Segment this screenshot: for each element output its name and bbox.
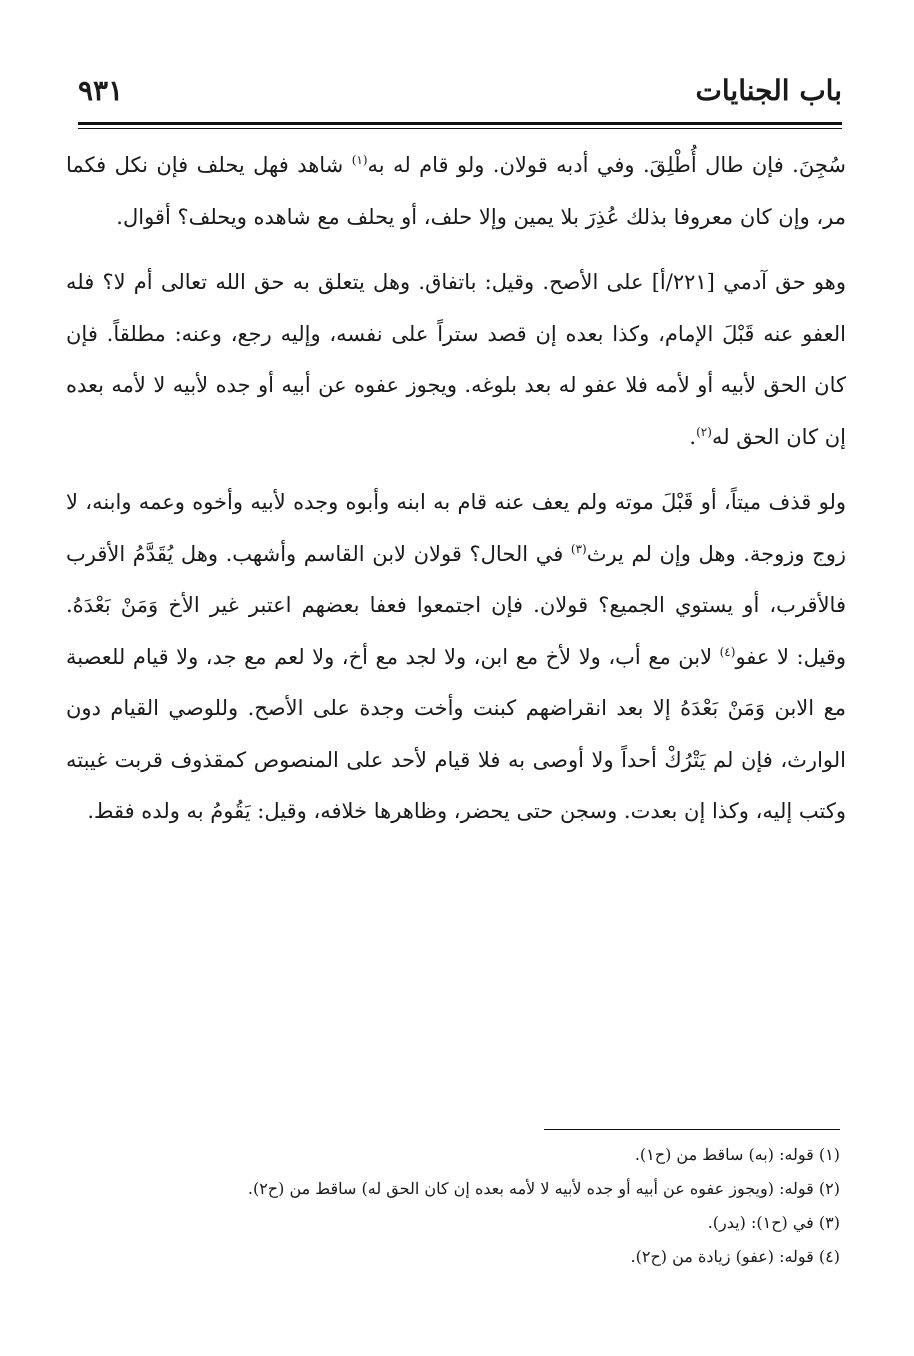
footnote-4: (٤) قوله: (عفو) زيادة من (ح٢). [630,1247,840,1266]
header-rule-thin [78,128,842,129]
paragraph-3 [66,477,846,838]
footnote-1: (١) قوله: (به) ساقط من (ح١). [634,1145,840,1164]
text-segment: سُجِنَ. فإن طال أُطْلِقَ. وفي أدبه قولان. ولو قام له به [367,153,846,177]
chapter-title: باب الجنايات [695,74,842,107]
footnote-2: (٢) قوله: (ويجوز عفوه عن أبيه أو جده لأبيه لا لأمه بعده إن كان الحق له) ساقط من (ح٢). [247,1179,840,1198]
footnote-separator [544,1129,840,1130]
footnote-3: (٣) في (ح١): (يدر). [707,1213,840,1232]
footnote-ref-2: (٢) [696,424,712,439]
text-segment: ولو قذف ميتاً، أو قَبْلَ موته ولم يعف عنه قام به ابنه وأبوه وجده لأبيه وأخوه وعمه وابنه، لا زوج وزوجة. وهل وإن لم يرث [66,490,846,566]
text-segment: وهو حق آدمي [٢٢١/أ] على الأصح. وقيل: باتفاق. وهل يتعلق به حق الله تعالى أم لا؟ فله العفو عنه قَبْلَ الإمام، وكذا بعده إن قصد ستراً على نفسه، وإليه رجع، وعنه: مطلقاً. فإن كان الحق لأبيه أو لأمه فلا عفو له بعد بلوغه. ويجوز عفوه عن أبيه أو جده لأبيه لا لأمه بعده إن كان الحق له [66,270,847,449]
paragraph-2 [66,257,846,463]
footnote-ref-3: (٣) [570,541,587,556]
text-segment: شاهد فهل يحلف فإن نكل فكما مر، وإن كان معروفا بذلك عُذِرَ بلا يمين وإلا حلف، أو يحلف مع شاهده ويحلف؟ أقوال. [66,153,846,229]
main-text [66,140,846,852]
text-segment: لابن مع أب، ولا لأخ مع ابن، ولا لجد مع أخ، ولا لعم مع جد، ولا قيام للعصبة مع الابن وَمَنْ بَعْدَهُ إلا بعد انقراضهم كبنت وأخت وجدة على الأصح. وللوصي القيام دون الوارث، فإن لم يَتْرُكْ أحداً ولا أوصى به فلا قيام لأحد على المنصوص كمقذوف قربت غيبته وكتب إليه، وكذا إن بعدت. وسجن حتى يحضر، وظاهرها خلافه، وقيل: يَقُومُ به ولده فقط. [66,644,846,823]
footnotes [200,1138,840,1274]
text-segment: . [689,424,697,449]
paragraph-1 [66,140,846,243]
running-header [78,70,842,118]
text-segment: في الحال؟ قولان لابن القاسم وأشهب. وهل يُقَدَّمُ الأقرب فالأقرب، أو يستوي الجميع؟ قولان. فإن اجتمعوا فعفا بعضهم اعتبر غير الأخ وَمَنْ بَعْدَهُ. وقيل: لا عفو [66,541,846,669]
header-rule-thick [78,122,842,125]
footnote-ref-4: (٤) [719,644,736,659]
footnote-ref-1: (١) [351,153,368,167]
page-number: ٩٣١ [78,74,124,107]
